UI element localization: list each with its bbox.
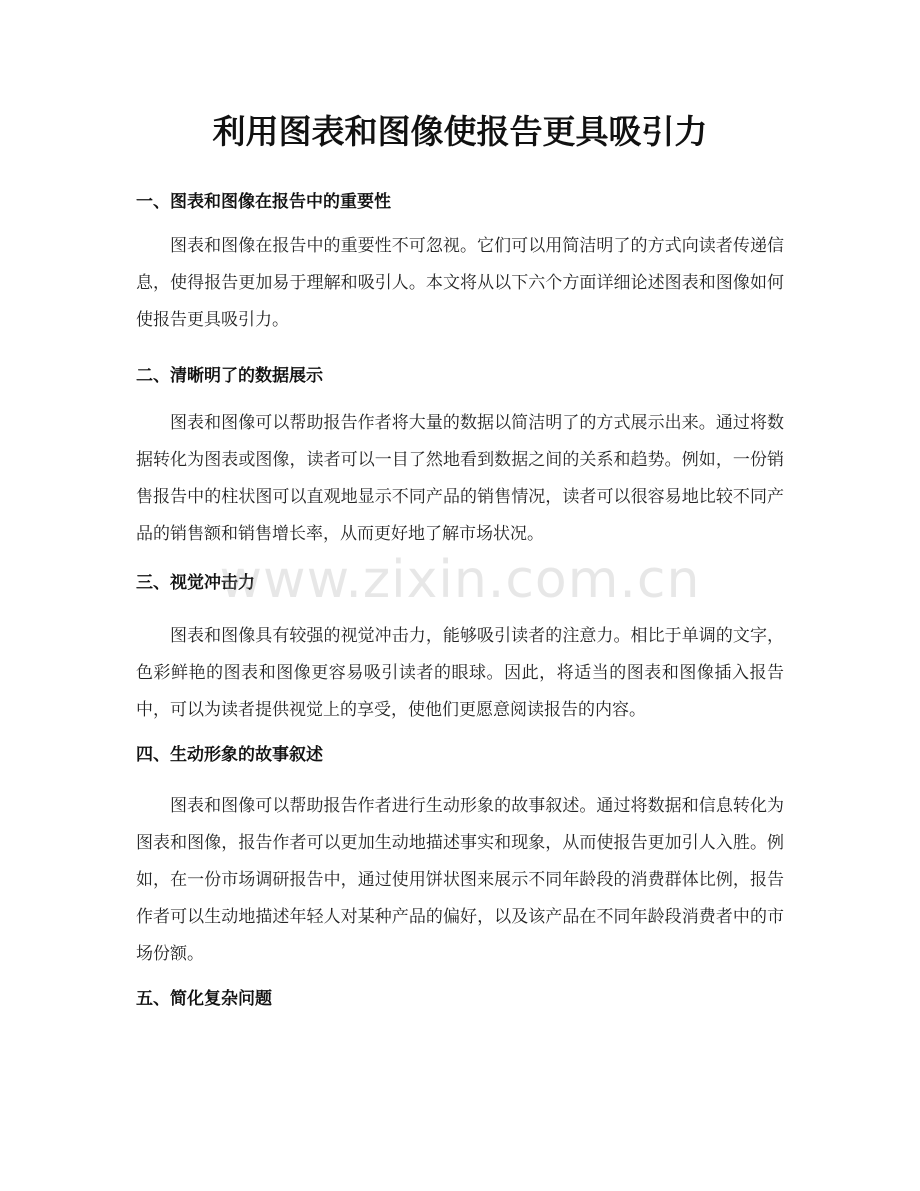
section-heading-4: 四、生动形象的故事叙述 [136,745,323,765]
section-heading-5: 五、简化复杂问题 [136,989,272,1009]
section-body-4: 图表和图像可以帮助报告作者进行生动形象的故事叙述。通过将数据和信息转化为图表和图像，报告作者可以更加生动地描述事实和现象，从而使报告更加引人入胜。例如，在一份市场调研报告中，通过使用饼状图来展示不同年龄段的消费群体比例，报告作者可以生动地描述年轻人对某种产品的偏好，以及该产品在不同年龄段消费者中的市场份额。 [136,796,784,964]
section-body-1: 图表和图像在报告中的重要性不可忽视。它们可以用简洁明了的方式向读者传递信息，使得报告更加易于理解和吸引人。本文将从以下六个方面详细论述图表和图像如何使报告更具吸引力。 [136,236,784,330]
watermark-text: www.zixin.com.cn [219,550,701,610]
section-body-2: 图表和图像可以帮助报告作者将大量的数据以简洁明了的方式展示出来。通过将数据转化为图表或图像，读者可以一目了然地看到数据之间的关系和趋势。例如，一份销售报告中的柱状图可以直观地显示不同产品的销售情况，读者可以很容易地比较不同产品的销售额和销售增长率，从而更好地了解市场状况。 [136,413,784,544]
section-heading-1: 一、图表和图像在报告中的重要性 [136,192,391,212]
page-title: 利用图表和图像使报告更具吸引力 [212,112,708,151]
section-heading-2: 二、清晰明了的数据展示 [136,366,323,386]
section-heading-3: 三、视觉冲击力 [136,573,255,593]
section-body-3: 图表和图像具有较强的视觉冲击力，能够吸引读者的注意力。相比于单调的文字，色彩鲜艳的图表和图像更容易吸引读者的眼球。因此，将适当的图表和图像插入报告中，可以为读者提供视觉上的享受，使他们更愿意阅读报告的内容。 [136,626,784,720]
